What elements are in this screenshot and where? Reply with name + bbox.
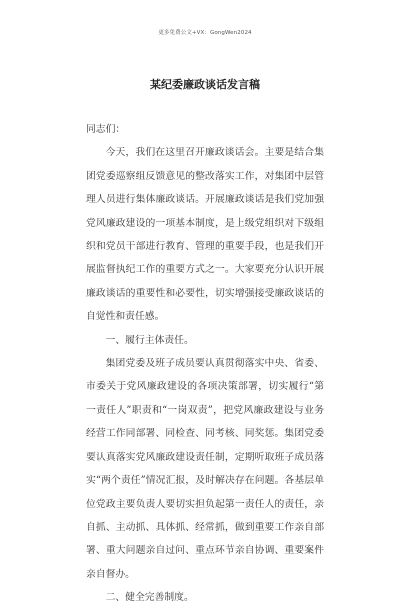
- section-heading-1: 一、履行主体责任。: [105, 334, 194, 346]
- paragraph-intro: 今天，我们在这里召开廉政谈话会。主要是结合集团党委巡察组反馈意见的整改落实工作，对集团中层管理人员进行集体廉政谈话。开展廉政谈话是我们党加强党风廉政建设的一项基本制度，是上级党组织对下级组织和党员干部进行教育、管理的重要手段，也是我们开展监督执纪工作的重要方式之一。大家要充分认识开展廉政谈话的重要性和必要性，切实增强接受廉政谈话的自觉性和责任感。: [86, 147, 324, 323]
- header-note: 更多免费公文+VX：GongWen2024: [158, 30, 252, 36]
- salutation: 同志们：: [86, 124, 126, 135]
- document-title: 某纪委廉政谈话发言稿: [150, 78, 260, 91]
- section-heading-2: 二、健全完善制度。: [105, 592, 194, 604]
- document-body: [86, 118, 324, 610]
- paragraph-section-1: 集团党委及班子成员要认真贯彻落实中央、省委、市委关于党风廉政建设的各项决策部署，切实履行“第一责任人”职责和“一岗双责”，把党风廉政建设与业务经营工作同部署、同检查、同考核、同奖惩。集团党委要认真落实党风廉政建设责任制，定期听取班子成员落实“两个责任”情况汇报，及时解决存在问题。各基层单位党政主要负责人要切实担负起第一责任人的责任，亲自抓、主动抓、具体抓、经常抓，做到重要工作亲自部署、重大问题亲自过问、重点环节亲自协调、重要案件亲自督办。: [86, 358, 324, 580]
